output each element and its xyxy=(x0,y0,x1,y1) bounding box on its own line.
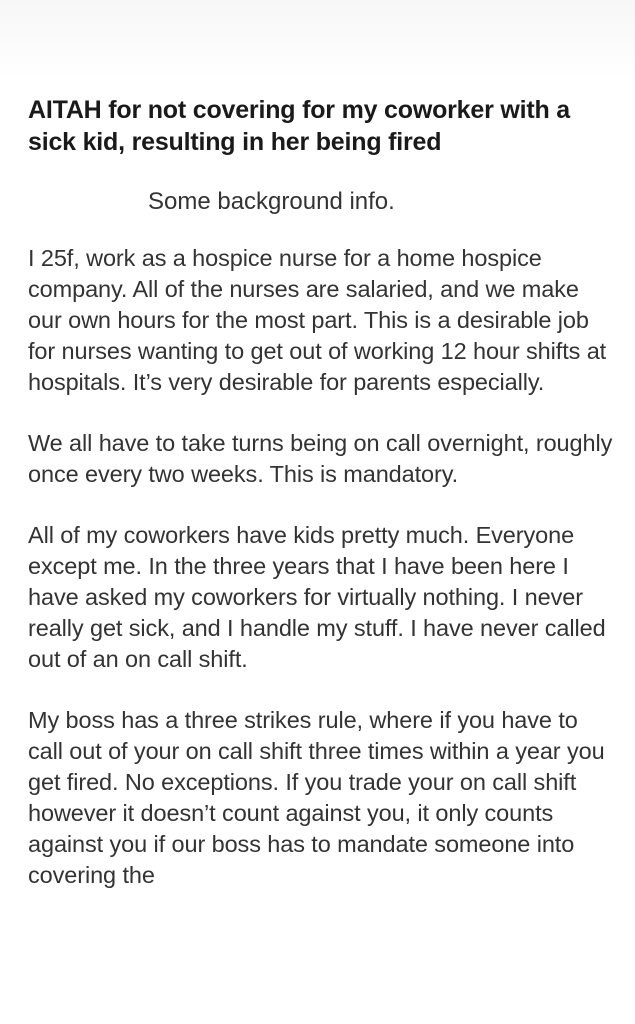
post-paragraph-3: All of my coworkers have kids pretty much. Everyone except me. In the three years that I have been here I have asked my coworkers for virtually nothing. I never really get sick, and I handle my stuff. I have never called out of an on call shift. xyxy=(28,522,606,672)
post-subtitle: Some background info. xyxy=(148,188,395,215)
top-header-fade xyxy=(0,0,635,80)
post-paragraph-1: I 25f, work as a hospice nurse for a home hospice company. All of the nurses are salaried, and we make our own hours for the most part. This is a desirable job for nurses wanting to get out of working 12 hour shifts at hospitals. It’s very desirable for parents especially. xyxy=(28,245,607,395)
post-container xyxy=(28,94,618,891)
post-title: AITAH for not covering for my coworker with a sick kid, resulting in her being fired xyxy=(28,96,570,156)
post-paragraph-4: My boss has a three strikes rule, where if you have to call out of your on call shift three times within a year you get fired. No exceptions. If you trade your on call shift however it doesn’t count against you, it only counts against you if our boss has to mandate someone into covering the xyxy=(28,707,605,888)
post-paragraph-2: We all have to take turns being on call overnight, roughly once every two weeks. This is mandatory. xyxy=(28,430,613,487)
